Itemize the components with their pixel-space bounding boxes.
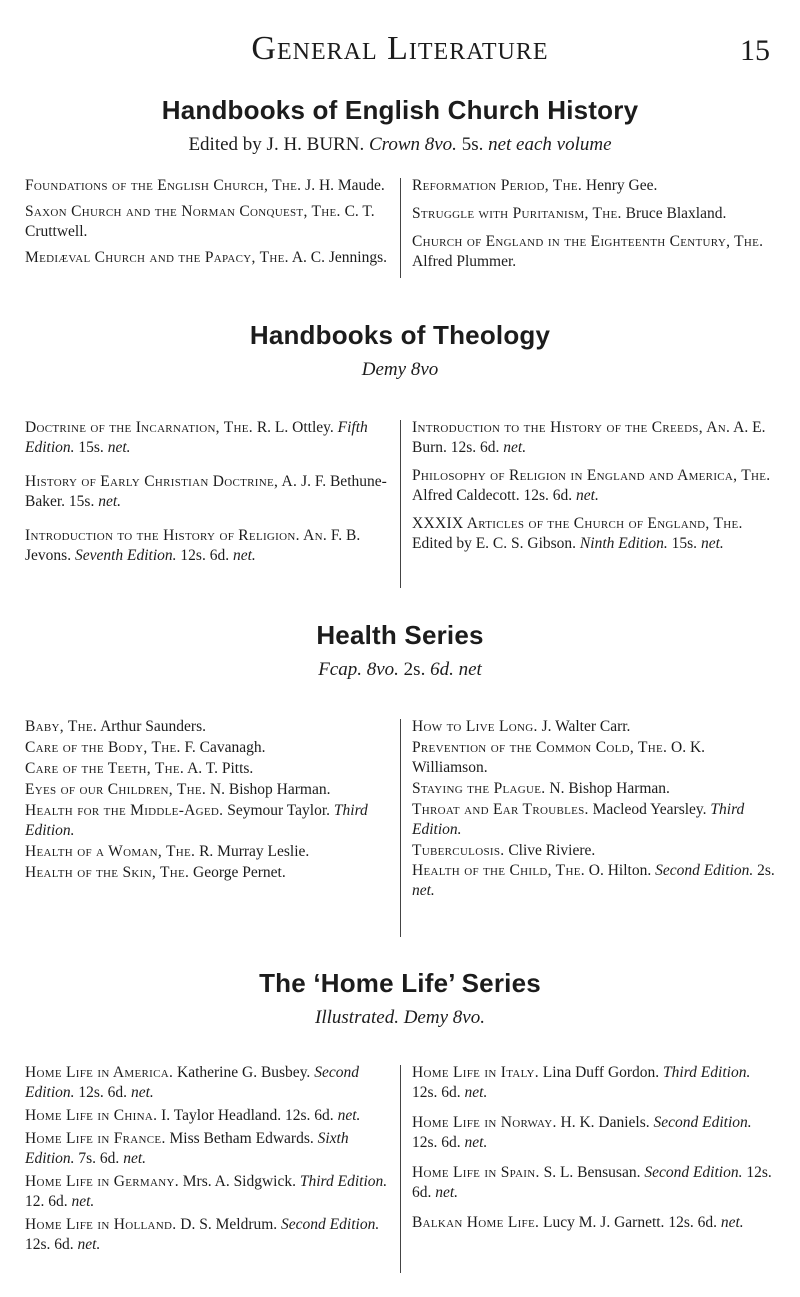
book-edition: Second Edition. [644, 1164, 743, 1181]
book-net: net. [123, 1150, 146, 1167]
book-entry [412, 841, 778, 861]
book-entry [25, 526, 391, 566]
book-title: Philosophy of Religion in England and America, The. [412, 467, 771, 484]
section-title: Handbooks of English Church History [161, 95, 639, 125]
book-entry [25, 176, 391, 196]
book-author: Henry Gee. [585, 177, 658, 194]
book-author: A. T. Pitts. [187, 760, 254, 777]
book-entry [412, 1113, 778, 1153]
column-divider [400, 719, 401, 937]
page-number: 15 [740, 34, 770, 67]
book-net: net. [337, 1107, 361, 1124]
book-title: Doctrine of the Incarnation, The. [25, 419, 253, 436]
book-author: I. Taylor Headland. [161, 1107, 282, 1124]
section-subtitle [0, 134, 800, 156]
subtitle-part: Crown [368, 134, 420, 155]
book-edition: Seventh Edition. [74, 547, 177, 564]
book-author: F. B. Jevons. [25, 527, 361, 564]
book-price: 15s. [78, 439, 104, 456]
book-title: Health of the Child, The. [412, 862, 585, 879]
book-title: Home Life in Italy. [412, 1064, 539, 1081]
book-price: 12. 6d. [25, 1193, 68, 1210]
right-column [412, 418, 778, 554]
book-entry [412, 232, 778, 272]
book-edition: Third Edition. [25, 802, 368, 839]
subtitle-part: 6d. [430, 659, 454, 680]
book-title: Mediæval Church and the Papacy, The. [25, 249, 289, 266]
book-title: Health of a Woman, The. [25, 843, 196, 860]
book-net: net. [700, 535, 724, 552]
book-author: Lucy M. J. Garnett. [543, 1214, 665, 1231]
book-entry [25, 202, 391, 242]
book-author: N. Bishop Harman. [209, 781, 331, 798]
right-column [412, 717, 778, 901]
subtitle-part: 8vo. [366, 659, 399, 680]
book-author: D. S. Meldrum. [180, 1216, 278, 1233]
book-title: Baby, The. [25, 718, 98, 735]
book-edition: Third Edition. [412, 801, 745, 838]
subtitle-part: Demy [403, 1007, 449, 1028]
book-author: C. T. Cruttwell. [25, 203, 375, 240]
subtitle-part: net [458, 659, 482, 680]
book-price: 12s. 6d. [25, 1236, 74, 1253]
book-title: Health for the Middle-Aged. [25, 802, 224, 819]
book-entry [25, 759, 391, 779]
book-title: Care of the Body, The. [25, 739, 181, 756]
book-author: J. Walter Carr. [541, 718, 631, 735]
column-divider [400, 1065, 401, 1273]
book-entry [412, 800, 778, 840]
book-entry [412, 861, 778, 901]
book-author: J. F. Bethune-Baker. [25, 473, 387, 510]
book-entry [25, 472, 391, 512]
section-title: Handbooks of Theology [249, 320, 551, 350]
book-net: net. [232, 547, 256, 564]
book-entry [412, 418, 778, 458]
book-author: Alfred Plummer. [412, 253, 517, 270]
right-column [412, 176, 778, 272]
book-title: Home Life in Spain. [412, 1164, 540, 1181]
book-entry [25, 842, 391, 862]
book-price: 12s. 6d. [78, 1084, 128, 1101]
book-title: Home Life in Norway. [412, 1114, 557, 1131]
subtitle-part: Demy [361, 359, 407, 380]
book-entry [25, 248, 391, 268]
section-church-history [0, 95, 800, 156]
book-net: net. [503, 439, 527, 456]
book-net: net. [71, 1193, 95, 1210]
subtitle-part: 2s. [403, 659, 426, 680]
book-net: net. [576, 487, 599, 504]
book-edition: Second Edition. [281, 1216, 380, 1233]
book-entry [25, 738, 391, 758]
section-subtitle [0, 359, 800, 381]
book-price: 15s. [671, 535, 698, 552]
book-author: R. L. Ottley. [256, 419, 334, 436]
book-author: N. Bishop Harman. [549, 780, 670, 797]
book-author: Edited by E. C. S. Gibson. [412, 535, 577, 552]
section-home-life [0, 968, 800, 1029]
book-title: History of Early Christian Doctrine, A. [25, 473, 298, 490]
book-edition: Fifth Edition. [25, 419, 368, 456]
book-title: Tuberculosis. [412, 842, 505, 859]
book-net: net. [464, 1084, 488, 1101]
book-entry [412, 779, 778, 799]
book-author: Seymour Taylor. [227, 802, 331, 819]
book-title: How to Live Long. [412, 718, 538, 735]
book-author: A. C. Jennings. [291, 249, 388, 266]
book-title: Prevention of the Common Cold, The. [412, 739, 668, 756]
book-author: O. Hilton. [588, 862, 652, 879]
book-author: S. L. Bensusan. [543, 1164, 641, 1181]
book-edition: Ninth Edition. [579, 535, 668, 552]
book-price: 12s. 6d. [412, 1084, 461, 1101]
subtitle-part: 8vo. [452, 1007, 485, 1028]
book-entry [412, 176, 778, 196]
left-column [25, 717, 391, 883]
book-author: H. K. Daniels. [560, 1114, 650, 1131]
book-entry [412, 466, 778, 506]
left-column [25, 418, 391, 566]
subtitle-part: net each volume [488, 134, 612, 155]
book-entry [412, 1063, 778, 1103]
book-title: Home Life in China. [25, 1107, 158, 1124]
subtitle-part: Edited by J. H. BURN. [188, 134, 365, 155]
book-net: net. [107, 439, 131, 456]
book-title: Home Life in France. [25, 1130, 166, 1147]
book-author: A. E. Burn. [412, 419, 766, 456]
book-author: Miss Betham Edwards. [169, 1130, 314, 1147]
book-entry [412, 1213, 778, 1233]
book-title: Balkan Home Life. [412, 1214, 540, 1231]
book-edition: Second Edition. [25, 1064, 359, 1101]
book-author: R. Murray Leslie. [199, 843, 310, 860]
book-price: 12s. 6d. [285, 1107, 334, 1124]
book-title: Home Life in Holland. [25, 1216, 177, 1233]
book-edition: Third Edition. [663, 1064, 751, 1081]
book-title: Health of the Skin, The. [25, 864, 190, 881]
book-title: Home Life in America. [25, 1064, 174, 1081]
book-author: F. Cavanagh. [184, 739, 266, 756]
book-entry [25, 780, 391, 800]
book-author: Lina Duff Gordon. [542, 1064, 660, 1081]
book-entry [25, 1106, 391, 1126]
book-title: Staying the Plague. [412, 780, 546, 797]
book-price: 12s. 6d. [523, 487, 573, 504]
running-head-title: General Literature [251, 30, 549, 67]
book-title: Introduction to the History of the Creeds, An. [412, 419, 731, 436]
book-title: XXXIX Articles of the Church of England, The. [412, 515, 743, 532]
book-net: net. [77, 1236, 101, 1253]
subtitle-part: 5s. [461, 134, 484, 155]
book-price: 15s. [68, 493, 95, 510]
subtitle-part: 8vo. [424, 134, 457, 155]
book-title: Eyes of our Children, The. [25, 781, 207, 798]
book-net: net. [412, 882, 435, 899]
book-title: Struggle with Puritanism, The. [412, 205, 622, 222]
book-net: net. [720, 1214, 744, 1231]
book-entry [25, 1172, 391, 1212]
section-title: Health Series [316, 620, 484, 650]
book-entry [25, 801, 391, 841]
book-price: 12s. 6d. [180, 547, 230, 564]
book-title: Church of England in the Eighteenth Century, The. [412, 233, 764, 250]
column-divider [400, 420, 401, 588]
section-subtitle [0, 1007, 800, 1029]
column-divider [400, 178, 401, 278]
book-author: Macleod Yearsley. [592, 801, 707, 818]
book-price: 12s. 6d. [412, 1134, 461, 1151]
section-subtitle [0, 659, 800, 681]
subtitle-part: Fcap. [318, 659, 362, 680]
book-entry [412, 717, 778, 737]
book-title: Care of the Teeth, The. [25, 760, 185, 777]
book-title: Reformation Period, The. [412, 177, 583, 194]
book-author: Arthur Saunders. [100, 718, 206, 735]
book-net: net. [464, 1134, 488, 1151]
running-head [0, 30, 800, 68]
book-entry [25, 863, 391, 883]
book-price: 2s. [757, 862, 775, 879]
book-author: Clive Riviere. [508, 842, 596, 859]
book-author: J. H. Maude. [305, 177, 385, 194]
book-entry [25, 418, 391, 458]
right-column [412, 1063, 778, 1233]
subtitle-part: Illustrated. [315, 1007, 399, 1028]
book-title: Foundations of the English Church, The. [25, 177, 302, 194]
book-net: net. [435, 1184, 459, 1201]
book-title: Home Life in Germany. [25, 1173, 179, 1190]
book-entry [412, 738, 778, 778]
book-author: Alfred Caldecott. [412, 487, 520, 504]
book-entry [25, 1129, 391, 1169]
section-theology [0, 320, 800, 381]
book-title: Throat and Ear Troubles. [412, 801, 589, 818]
book-entry [412, 1163, 778, 1203]
book-net: net. [130, 1084, 154, 1101]
book-title: Introduction to the History of Religion. An. [25, 527, 328, 544]
book-entry [412, 514, 778, 554]
book-price: 7s. 6d. [78, 1150, 120, 1167]
book-author: Mrs. A. Sidgwick. [182, 1173, 296, 1190]
left-column [25, 176, 391, 268]
book-edition: Sixth Edition. [25, 1130, 349, 1167]
subtitle-part: 8vo [410, 359, 439, 380]
left-column [25, 1063, 391, 1255]
book-author: Katherine G. Busbey. [177, 1064, 311, 1081]
book-edition: Third Edition. [299, 1173, 388, 1190]
book-net: net. [98, 493, 122, 510]
book-entry [25, 1063, 391, 1103]
section-title: The ‘Home Life’ Series [259, 968, 541, 998]
book-author: George Pernet. [193, 864, 286, 881]
book-edition: Second Edition. [655, 862, 754, 879]
book-price: 12s. 6d. [450, 439, 500, 456]
book-title: Saxon Church and the Norman Conquest, The. [25, 203, 341, 220]
book-entry [25, 717, 391, 737]
book-entry [25, 1215, 391, 1255]
book-price: 12s. 6d. [668, 1214, 717, 1231]
book-author: O. K. Williamson. [412, 739, 706, 776]
book-author: Bruce Blaxland. [625, 205, 727, 222]
book-edition: Second Edition. [653, 1114, 752, 1131]
book-entry [412, 204, 778, 224]
book-price: 12s. 6d. [412, 1164, 772, 1201]
section-health [0, 620, 800, 681]
